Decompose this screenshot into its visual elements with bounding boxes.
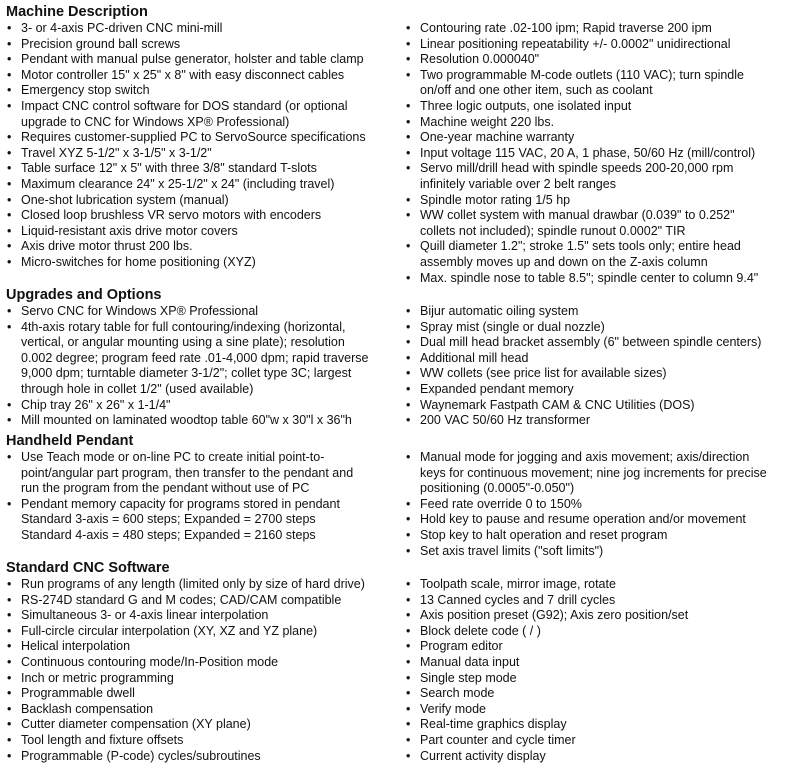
list-item: • Dual mill head bracket assembly (6" between spindle centers) (405, 335, 800, 351)
list-item: • Max. spindle nose to table 8.5"; spindle center to column 9.4" (405, 271, 800, 287)
list-item: • Continuous contouring mode/In-Position mode (6, 655, 398, 671)
section-heading: Upgrades and Options (6, 287, 162, 303)
list-item: • Precision ground ball screws (6, 37, 398, 53)
list-item: • One-shot lubrication system (manual) (6, 193, 398, 209)
list-item: • Block delete code ( / ) (405, 624, 800, 640)
section-heading: Handheld Pendant (6, 433, 134, 449)
list-item: • Programmable dwell (6, 686, 398, 702)
list-item: • Bijur automatic oiling system (405, 304, 800, 320)
list-item: • Toolpath scale, mirror image, rotate (405, 577, 800, 593)
list-item: • WW collet system with manual drawbar (0.039" to 0.252" collets not included); spindle runout 0.0002" TIR (405, 208, 800, 239)
list-item: • Axis drive motor thrust 200 lbs. (6, 239, 398, 255)
right-column-list (405, 304, 800, 429)
list-item: • Real-time graphics display (405, 717, 800, 733)
list-item: • Stop key to halt operation and reset program (405, 528, 800, 544)
list-item: • Programmable (P-code) cycles/subroutines (6, 749, 398, 765)
left-column-list (6, 577, 398, 764)
list-item: • Use Teach mode or on-line PC to create initial point-to- point/angular part program, then transfer to the pendant and run the program from the pendant without use of PC (6, 450, 398, 497)
list-item: • Helical interpolation (6, 639, 398, 655)
list-item: • Pendant memory capacity for programs stored in pendant Standard 3-axis = 600 steps; Expanded = 2700 steps Standard 4-axis = 480 steps; Expanded = 2160 steps (6, 497, 398, 544)
list-item: • Part counter and cycle timer (405, 733, 800, 749)
left-column-list (6, 450, 398, 544)
list-item: • Hold key to pause and resume operation and/or movement (405, 512, 800, 528)
list-item: • One-year machine warranty (405, 130, 800, 146)
list-item: • Emergency stop switch (6, 83, 398, 99)
list-item: • Spray mist (single or dual nozzle) (405, 320, 800, 336)
section-heading: Standard CNC Software (6, 560, 170, 576)
right-column-list (405, 577, 800, 764)
list-item: • Motor controller 15" x 25" x 8" with easy disconnect cables (6, 68, 398, 84)
list-item: • Closed loop brushless VR servo motors with encoders (6, 208, 398, 224)
list-item: • Manual mode for jogging and axis movement; axis/direction keys for continuous movement; nine jog increments for precise positioning (0.0005"-0.050") (405, 450, 800, 497)
list-item: • Cutter diameter compensation (XY plane) (6, 717, 398, 733)
section-heading: Machine Description (6, 4, 148, 20)
left-column-list (6, 21, 398, 271)
list-item: • Resolution 0.000040" (405, 52, 800, 68)
list-item: • Full-circle circular interpolation (XY, XZ and YZ plane) (6, 624, 398, 640)
list-item: • Current activity display (405, 749, 800, 765)
list-item: • Travel XYZ 5-1/2" x 3-1/5" x 3-1/2" (6, 146, 398, 162)
list-item: • Maximum clearance 24" x 25-1/2" x 24" (including travel) (6, 177, 398, 193)
list-item: • Feed rate override 0 to 150% (405, 497, 800, 513)
list-item: • Servo CNC for Windows XP® Professional (6, 304, 398, 320)
list-item: • Manual data input (405, 655, 800, 671)
list-item: • Quill diameter 1.2"; stroke 1.5" sets tools only; entire head assembly moves up and down on the Z-axis column (405, 239, 800, 270)
list-item: • Program editor (405, 639, 800, 655)
list-item: • Single step mode (405, 671, 800, 687)
list-item: • Two programmable M-code outlets (110 VAC); turn spindle on/off and one other item, such as coolant (405, 68, 800, 99)
list-item: • Three logic outputs, one isolated input (405, 99, 800, 115)
right-column-list (405, 21, 800, 286)
list-item: • Inch or metric programming (6, 671, 398, 687)
list-item: • Machine weight 220 lbs. (405, 115, 800, 131)
list-item: • Chip tray 26" x 26" x 1-1/4" (6, 398, 398, 414)
list-item: • 4th-axis rotary table for full contouring/indexing (horizontal, vertical, or angular mounting using a sine plate); resolution 0.002 degree; program feed rate .01-4,000 dpm; rapid traverse 9,000 dpm; turntable diameter 3-1/2"; collet type 3C; largest through hole in collet 1/2" (used available) (6, 320, 398, 398)
list-item: • Servo mill/drill head with spindle speeds 200-20,000 rpm infinitely variable over 2 belt ranges (405, 161, 800, 192)
list-item: • Mill mounted on laminated woodtop table 60"w x 30"l x 36"h (6, 413, 398, 429)
list-item: • 13 Canned cycles and 7 drill cycles (405, 593, 800, 609)
list-item: • Pendant with manual pulse generator, holster and table clamp (6, 52, 398, 68)
list-item: • Search mode (405, 686, 800, 702)
list-item: • 200 VAC 50/60 Hz transformer (405, 413, 800, 429)
list-item: • Liquid-resistant axis drive motor covers (6, 224, 398, 240)
list-item: • Tool length and fixture offsets (6, 733, 398, 749)
list-item: • Backlash compensation (6, 702, 398, 718)
list-item: • Impact CNC control software for DOS standard (or optional upgrade to CNC for Windows XP® Professional) (6, 99, 398, 130)
list-item: • Waynemark Fastpath CAM & CNC Utilities (DOS) (405, 398, 800, 414)
list-item: • 3- or 4-axis PC-driven CNC mini-mill (6, 21, 398, 37)
list-item: • Simultaneous 3- or 4-axis linear interpolation (6, 608, 398, 624)
list-item: • Contouring rate .02-100 ipm; Rapid traverse 200 ipm (405, 21, 800, 37)
list-item: • Additional mill head (405, 351, 800, 367)
list-item: • Micro-switches for home positioning (XYZ) (6, 255, 398, 271)
left-column-list (6, 304, 398, 429)
list-item: • Linear positioning repeatability +/- 0.0002" unidirectional (405, 37, 800, 53)
list-item: • WW collets (see price list for available sizes) (405, 366, 800, 382)
list-item: • Set axis travel limits ("soft limits") (405, 544, 800, 560)
list-item: • Requires customer-supplied PC to ServoSource specifications (6, 130, 398, 146)
list-item: • Table surface 12" x 5" with three 3/8" standard T-slots (6, 161, 398, 177)
list-item: • Spindle motor rating 1/5 hp (405, 193, 800, 209)
list-item: • RS-274D standard G and M codes; CAD/CAM compatible (6, 593, 398, 609)
list-item: • Expanded pendant memory (405, 382, 800, 398)
right-column-list (405, 450, 800, 559)
list-item: • Axis position preset (G92); Axis zero position/set (405, 608, 800, 624)
list-item: • Input voltage 115 VAC, 20 A, 1 phase, 50/60 Hz (mill/control) (405, 146, 800, 162)
list-item: • Verify mode (405, 702, 800, 718)
list-item: • Run programs of any length (limited only by size of hard drive) (6, 577, 398, 593)
